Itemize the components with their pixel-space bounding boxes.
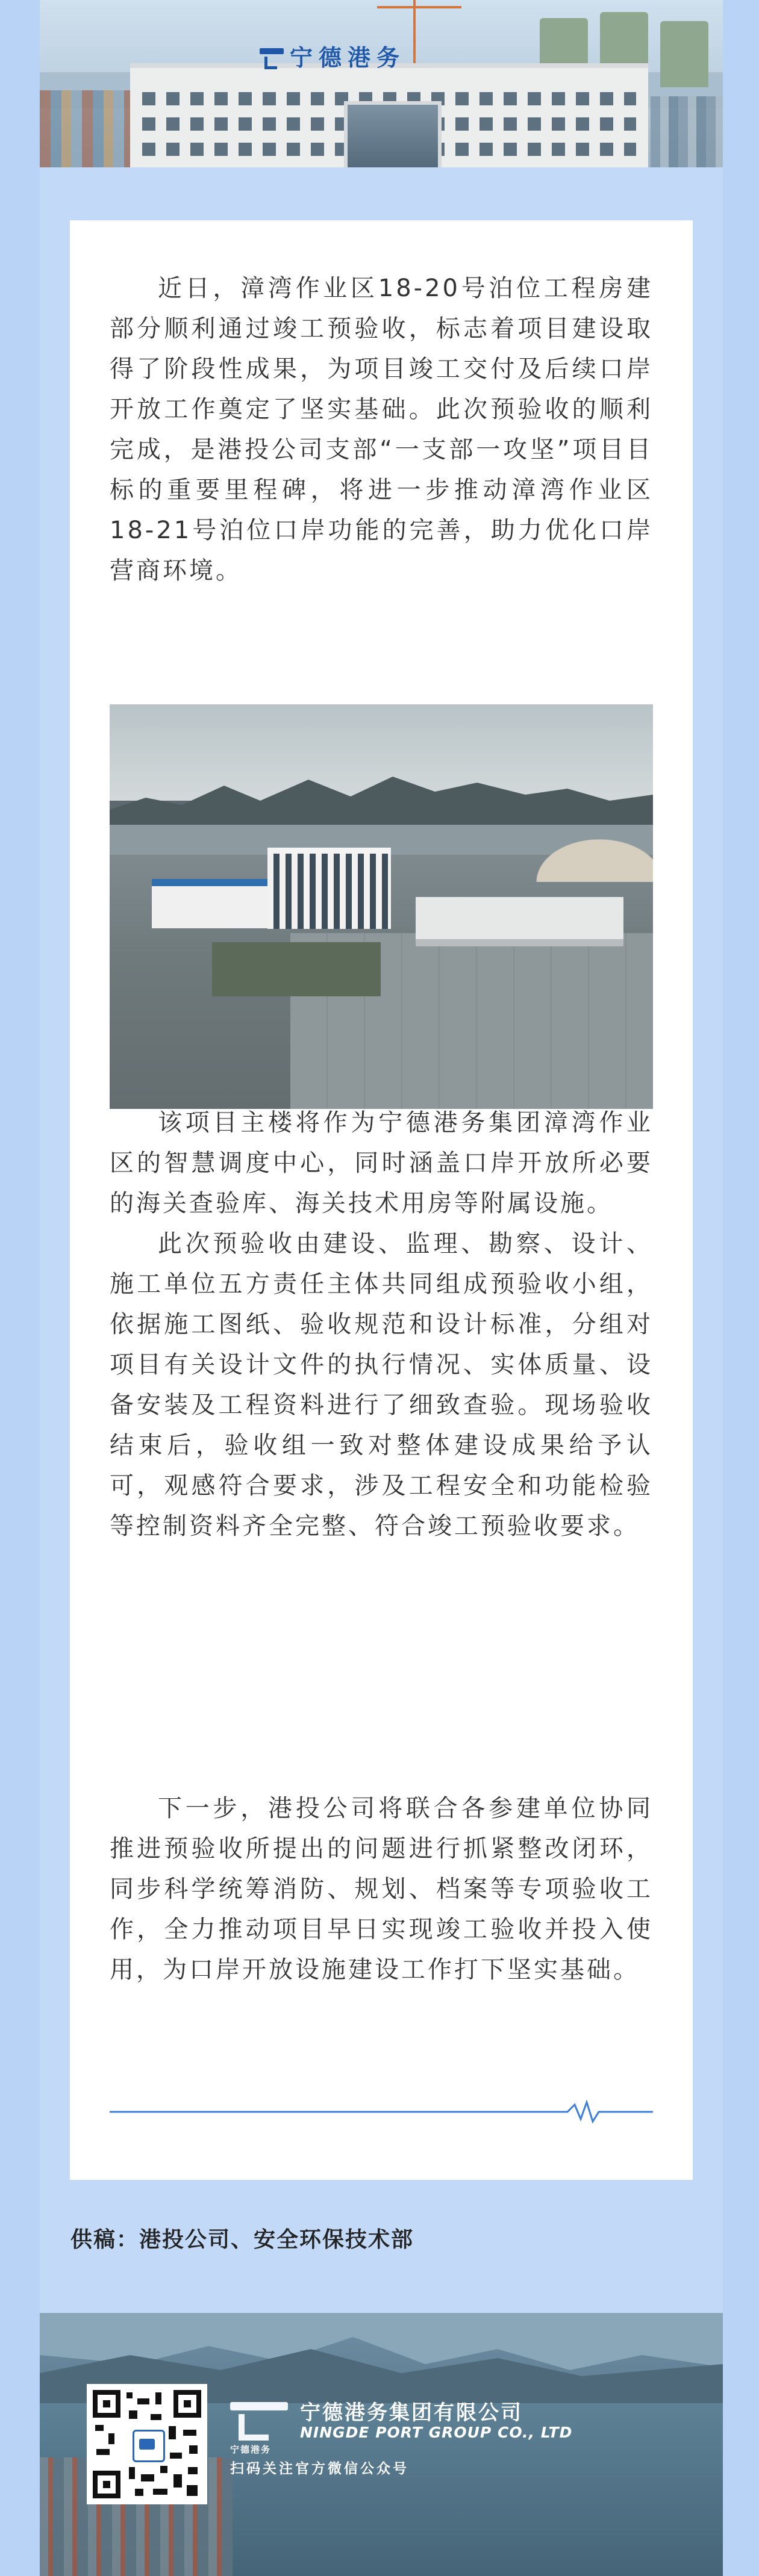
photo-low-building (152, 879, 272, 928)
crane-arm (377, 6, 461, 8)
container-stack (40, 90, 142, 167)
qr-code-icon (93, 2390, 201, 2498)
footer-banner (40, 2313, 723, 2576)
article-paragraph: 此次预验收由建设、监理、勘察、设计、施工单位五方责任主体共同组成预验收小组，依据施工图纸、验收规范和设计标准，分组对项目有关设计文件的执行情况、实体质量、设备安装及工程资料进行了细致查验。现场验收结束后，验收组一致对整体建设成果给予认可，观感符合要求，涉及工程安全和功能检验等控制资料齐全完整、符合竣工预验收要求。 (110, 1230, 653, 1540)
company-name-cn: 宁德港务集团有限公司 (300, 2401, 523, 2425)
article-paragraph: 该项目主楼将作为宁德港务集团漳湾作业区的智慧调度中心，同时涵盖口岸开放所必要的海关查验库、海关技术用房等附属设施。 (110, 1109, 653, 1217)
article-card (70, 220, 693, 2180)
building-entrance (344, 101, 442, 167)
qr-center-logo-icon (133, 2430, 165, 2462)
container-stack (651, 96, 723, 167)
storage-tank (660, 21, 708, 87)
office-building (130, 63, 648, 167)
article-paragraph: 下一步，港投公司将联合各参建单位协同推进预验收所提出的问题进行抓紧整改闭环，同步科学统筹消防、规划、档案等专项验收工作，全力推动项目早日实现竣工验收并投入使用，为口岸开放设施建设工作打下坚实基础。 (110, 1795, 653, 1984)
logo-subtitle: 宁德港务 (230, 2444, 272, 2455)
company-name-en: NINGDE PORT GROUP CO., LTD (300, 2424, 573, 2441)
ningde-port-logo-icon (260, 45, 284, 66)
heartbeat-divider (110, 2100, 653, 2124)
sign-text: 宁德港务 (290, 44, 406, 71)
photo-inspection-canopy (416, 897, 623, 946)
photo-green-area (212, 942, 381, 996)
photo-main-building (267, 848, 391, 929)
crane (413, 0, 416, 66)
source-credit: 供稿：港投公司、安全环保技术部 (70, 2227, 414, 2252)
scan-hint: 扫码关注官方微信公众号 (230, 2461, 409, 2477)
building-sign (260, 42, 405, 69)
company-brand (230, 2391, 573, 2488)
ningde-port-logo-icon (230, 2402, 288, 2455)
wechat-qr-code[interactable] (87, 2384, 207, 2504)
header-banner (40, 0, 723, 167)
project-site-photo (110, 704, 653, 1109)
photo-sand-pile (519, 828, 653, 882)
article-paragraph: 近日，漳湾作业区18-20号泊位工程房建部分顺利通过竣工预验收，标志着项目建设取得了阶段性成果，为项目竣工交付及后续口岸开放工作奠定了坚实基础。此次预验收的顺利完成，是港投公司支部“一支部一攻坚”项目目标的重要里程碑，将进一步推动漳湾作业区18-21号泊位口岸功能的完善，助力优化口岸营商环境。 (110, 275, 653, 585)
